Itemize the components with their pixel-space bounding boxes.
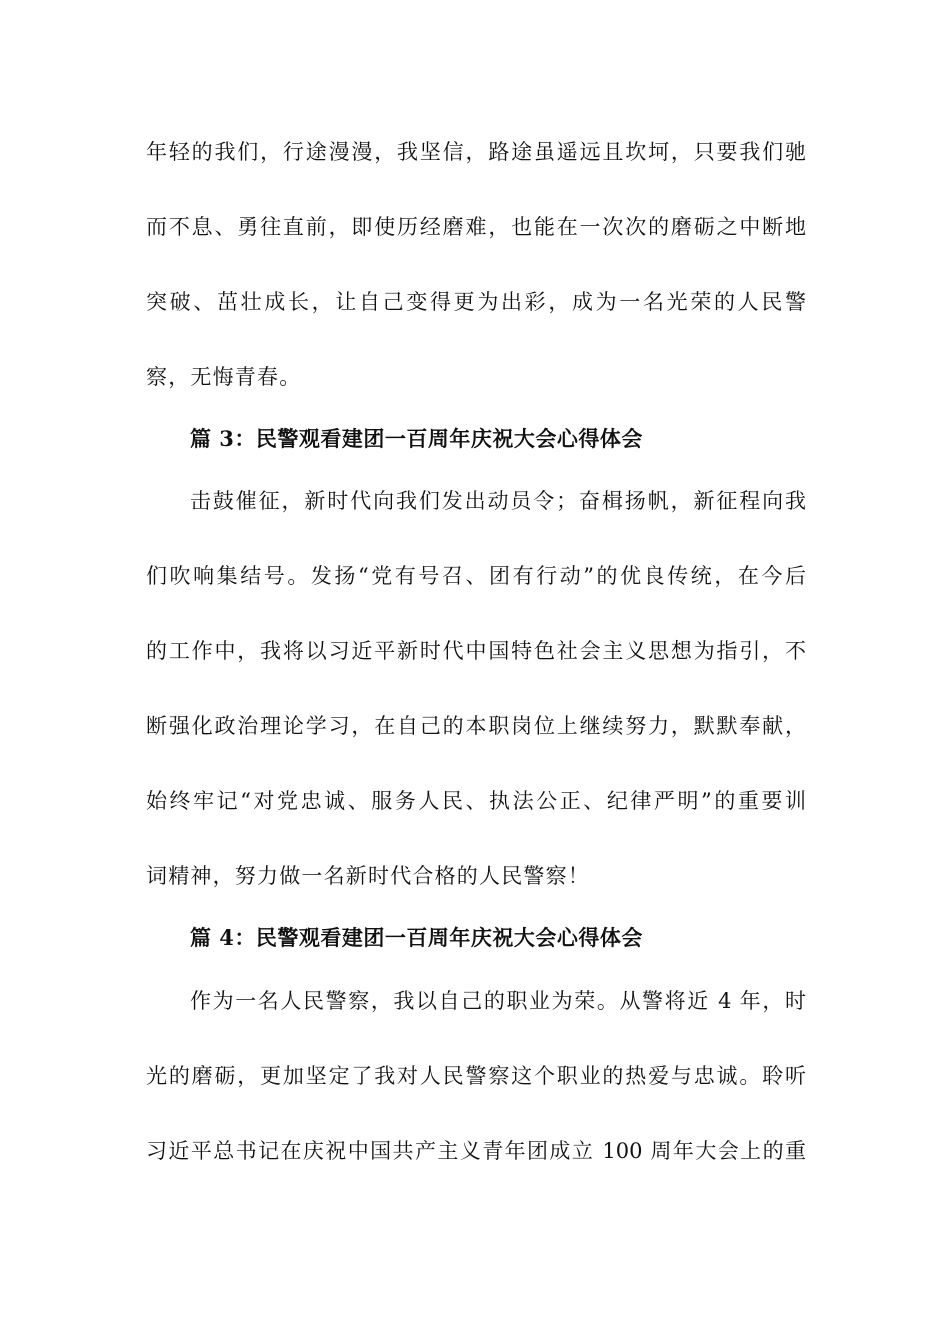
paragraph-line: 的工作中，我将以习近平新时代中国特色社会主义思想为指引，不 (146, 639, 806, 663)
paragraph-line: 们吹响集结号。发扬“党有号召、团有行动”的优良传统，在今后 (146, 564, 806, 588)
paragraph-line: 始终牢记“对党忠诚、服务人民、执法公正、纪律严明”的重要训 (146, 789, 806, 813)
paragraph-line: 作为一名人民警察，我以自己的职业为荣。从警将近 4 年，时 (190, 989, 806, 1013)
paragraph-line: 突破、茁壮成长，让自己变得更为出彩，成为一名光荣的人民警 (146, 290, 806, 314)
paragraph-line: 察，无悔青春。 (146, 365, 302, 389)
paragraph-line: 词精神，努力做一名新时代合格的人民警察！ (146, 864, 590, 888)
paragraph-line: 年轻的我们，行途漫漫，我坚信，路途虽遥远且坎坷，只要我们驰 (146, 140, 806, 164)
paragraph-line: 而不息、勇往直前，即使历经磨难，也能在一次次的磨砺之中断地 (146, 215, 806, 239)
paragraph-line: 断强化政治理论学习，在自己的本职岗位上继续努力，默默奉献， (146, 714, 806, 738)
section-heading: 篇 3：民警观看建团一百周年庆祝大会心得体会 (190, 426, 643, 451)
paragraph-line: 习近平总书记在庆祝中国共产主义青年团成立 100 周年大会上的重 (146, 1139, 806, 1163)
paragraph-line: 击鼓催征，新时代向我们发出动员令；奋楫扬帆，新征程向我 (190, 489, 806, 513)
section-heading: 篇 4：民警观看建团一百周年庆祝大会心得体会 (190, 925, 643, 950)
paragraph-line: 光的磨砺，更加坚定了我对人民警察这个职业的热爱与忠诚。聆听 (146, 1064, 806, 1088)
